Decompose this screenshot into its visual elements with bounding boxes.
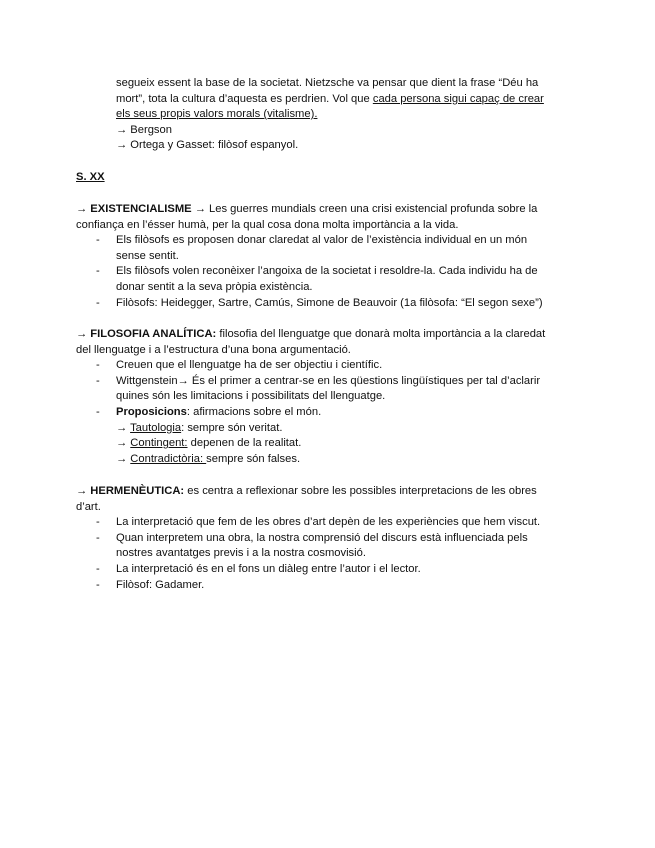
dash-bullet-icon: -: [96, 562, 100, 575]
analitica-intro-line-2: del llenguatge i a l’estructura d’una bona argumentació.: [76, 343, 351, 356]
list-item-line: Els filòsofs volen reconèixer l’angoixa de la societat i resoldre-la. Cada individu ha de: [116, 265, 538, 278]
list-item: [76, 233, 581, 264]
list-item: [76, 405, 581, 467]
list-item: [76, 578, 581, 594]
existencialisme-list: [76, 233, 581, 311]
ortega-line: → Ortega y Gasset: filòsof espanyol.: [116, 139, 299, 152]
hermeneutica-title: HERMENÈUTICA:: [90, 485, 185, 497]
dash-bullet-icon: -: [96, 234, 100, 247]
list-item: [76, 358, 581, 374]
proposicio-contradictoria: [116, 452, 581, 468]
list-item: [76, 264, 581, 295]
contradictoria-term: Contradictòria:: [130, 452, 207, 465]
contingent-text: depenen de la realitat.: [187, 437, 302, 450]
proposicio-contingent: [116, 436, 581, 452]
dash-bullet-icon: -: [96, 374, 100, 387]
hermeneutica-list: [76, 515, 581, 593]
tautologia-text: : sempre són veritat.: [181, 421, 283, 434]
list-item-line: La interpretació és en el fons un diàleg entre l’autor i el lector.: [116, 562, 421, 575]
list-item: [76, 515, 581, 531]
list-item-line: La interpretació que fem de les obres d’art depèn de les experiències que hem viscut.: [116, 516, 541, 529]
dash-bullet-icon: -: [96, 516, 100, 529]
dash-bullet-icon: -: [96, 405, 100, 418]
intro-paragraph: [76, 76, 621, 154]
list-item-line: Filòsof: Gadamer.: [116, 578, 205, 591]
section-heading-block: [76, 170, 581, 186]
list-item-line: Filòsofs: Heidegger, Sartre, Camús, Simone de Beauvoir (1a filòsofa: “El segon sexe”): [116, 296, 543, 309]
list-item-line: nostres avantatges previs i a la nostra cosmovisió.: [116, 547, 366, 560]
list-item-line: Wittgenstein→ És el primer a centrar-se en les qüestions lingüístiques per tal d’aclarir: [116, 374, 541, 387]
list-item-line: [116, 405, 581, 421]
list-item: [76, 374, 581, 405]
bergson-line: → Bergson: [116, 123, 172, 136]
existencialisme-title: EXISTENCIALISME: [90, 203, 192, 215]
dash-bullet-icon: -: [96, 265, 100, 278]
analitica-intro-line-1: [76, 327, 581, 343]
analitica-list: [76, 358, 581, 467]
intro-line-1: segueix essent la base de la societat. Nietzsche va pensar que dient la frase “Déu ha: [116, 77, 539, 89]
list-item: [76, 296, 581, 312]
intro-line-2-text: mort”, tota la cultura d’aquesta es perdrien. Vol que: [116, 92, 373, 105]
analitica-title: FILOSOFIA ANALÍTICA:: [90, 328, 217, 340]
intro-line-3: els seus propis valors morals (vitalisme).: [116, 108, 318, 121]
hermeneutica-text-1: es centra a reflexionar sobre les possibles interpretacions de les obres: [184, 485, 537, 497]
contingent-term: Contingent:: [130, 437, 188, 450]
existencialisme-intro-line-1: [76, 202, 581, 218]
list-item-line: Creuen que el llenguatge ha de ser objectiu i científic.: [116, 359, 383, 372]
intro-underlined-text: cada persona sigui capaç de crear: [372, 92, 544, 105]
existencialisme-intro-line-2: confiança en l’ésser humà, per la qual cosa dona molta importància a la vida.: [76, 218, 459, 231]
hermeneutica-intro-line-2: d’art.: [76, 500, 101, 513]
arrow-icon: →: [116, 437, 131, 450]
list-item: [76, 531, 581, 562]
arrow-icon: →: [76, 328, 91, 340]
dash-bullet-icon: -: [96, 359, 100, 372]
existencialisme-text-1: → Les guerres mundials creen una crisi existencial profunda sobre la: [191, 203, 538, 215]
intro-line-2: [116, 92, 621, 108]
arrow-icon: →: [116, 452, 131, 465]
analitica-text-1: filosofia del llenguatge que donarà molta importància a la claredat: [216, 328, 546, 340]
arrow-icon: →: [76, 485, 91, 497]
hermeneutica-intro-line-1: [76, 484, 581, 500]
existencialisme-section: [76, 202, 581, 311]
arrow-icon: →: [76, 203, 91, 215]
list-item: [76, 562, 581, 578]
proposicio-tautologia: [116, 421, 581, 437]
list-item-line: Quan interpretem una obra, la nostra comprensió del discurs està influenciada pels: [116, 531, 528, 544]
proposicions-text: : afirmacions sobre el món.: [186, 405, 322, 418]
list-item-line: donar sentit a la seva pròpia existència.: [116, 280, 313, 293]
analitica-section: [76, 327, 581, 467]
proposicions-title: Proposicions: [116, 405, 187, 418]
section-heading: S. XX: [76, 171, 105, 183]
list-item-line: Els filòsofs es proposen donar claredat al valor de l’existència individual en un món: [116, 234, 528, 247]
arrow-icon: →: [116, 421, 131, 434]
contradictoria-text: sempre són falses.: [206, 452, 301, 465]
dash-bullet-icon: -: [96, 296, 100, 309]
dash-bullet-icon: -: [96, 578, 100, 591]
tautologia-term: Tautologia: [130, 421, 182, 434]
dash-bullet-icon: -: [96, 531, 100, 544]
list-item-line: sense sentit.: [116, 249, 179, 262]
hermeneutica-section: [76, 484, 581, 593]
list-item-line: quines són les limitacions i possibilitats del llenguatge.: [116, 390, 386, 403]
